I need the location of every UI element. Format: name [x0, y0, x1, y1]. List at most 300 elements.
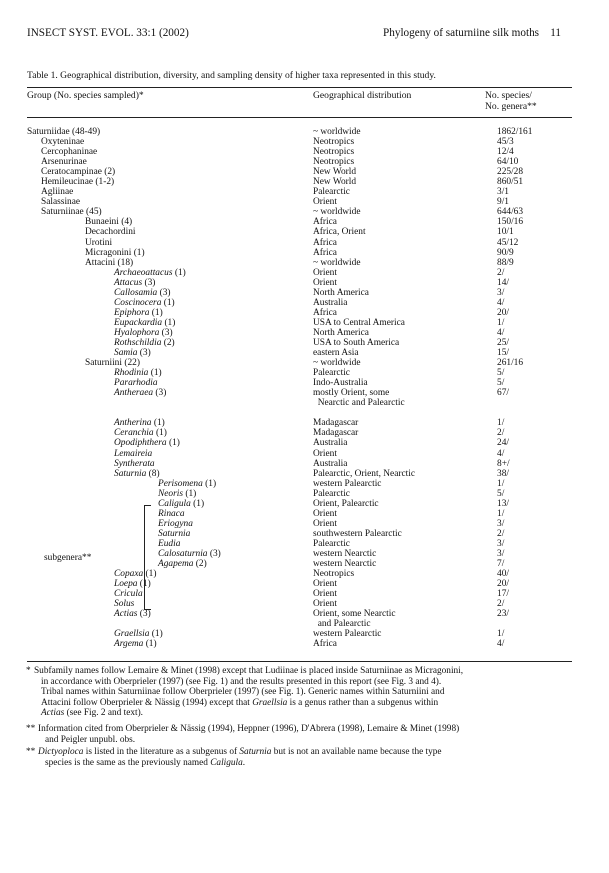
- species-genera-count: 3/1: [497, 187, 509, 198]
- species-genera-count: 2/: [497, 428, 505, 439]
- taxon-name: [85, 358, 140, 368]
- geo-distribution: southwestern Palearctic: [313, 528, 402, 539]
- table-row: [0, 469, 609, 479]
- taxon-label: Lemaireia: [114, 448, 153, 459]
- taxon-name: [158, 539, 180, 549]
- species-genera-count: 1/: [497, 418, 505, 429]
- taxon-name: [41, 157, 87, 167]
- footnote-line: Information cited from Oberprieler & Nässig (1994), Heppner (1996), D'Abrera (1998), Lemaire & Minet (1998): [38, 724, 460, 734]
- table-row: [0, 268, 609, 278]
- sample-count: (1): [151, 418, 165, 429]
- geo-distribution: eastern Asia: [313, 348, 359, 359]
- species-genera-count: 150/16: [497, 217, 524, 228]
- table-row: [0, 318, 609, 328]
- species-genera-count: 8+/: [497, 458, 510, 469]
- geo-distribution: Palearctic: [313, 488, 350, 499]
- geo-distribution: Orient: [313, 589, 337, 600]
- taxon-label: Ceranchia: [114, 428, 154, 439]
- table-row: [0, 157, 609, 167]
- taxon-name: [114, 298, 175, 308]
- footnote-line: Tribal names within Saturniinae follow Oberprieler (1997) (see Fig. 1). Generic names within Saturniini and: [41, 687, 445, 698]
- taxon-name: [114, 438, 180, 448]
- species-genera-count: 45/12: [497, 237, 519, 248]
- taxon-label: Argema: [114, 639, 144, 650]
- sample-count: (1): [161, 297, 175, 308]
- species-genera-count: 860/51: [497, 177, 524, 188]
- geo-distribution: ~ worldwide: [313, 127, 361, 137]
- table-header-rule: [27, 117, 572, 118]
- species-genera-count: 1/: [497, 508, 505, 519]
- taxon-label: Antherina: [114, 418, 152, 429]
- species-genera-count: 1862/161: [497, 127, 533, 137]
- sample-count: (1): [190, 498, 205, 509]
- taxon-label: Eriogyna: [158, 518, 193, 529]
- species-genera-count: 38/: [497, 468, 509, 479]
- table-row: [0, 217, 609, 227]
- species-genera-count: 2/: [497, 599, 505, 610]
- geo-distribution: Neotropics: [313, 137, 355, 148]
- geo-distribution: Nearctic and Palearctic: [313, 398, 405, 409]
- table-row: [0, 248, 609, 258]
- footnote-mark: **: [26, 724, 36, 734]
- sample-count: (2): [161, 337, 175, 348]
- taxon-label: Samia: [114, 348, 138, 359]
- table-row: [0, 137, 609, 147]
- taxon-label: Attacini (18): [85, 257, 134, 268]
- geo-distribution: Orient: [313, 508, 337, 519]
- geo-distribution: Orient: [313, 277, 337, 288]
- species-genera-count: 644/63: [497, 207, 524, 218]
- geo-distribution: western Nearctic: [313, 548, 377, 559]
- taxon-name: [41, 177, 114, 187]
- geo-distribution: Neotropics: [313, 147, 355, 158]
- table-row: [0, 579, 609, 589]
- taxon-label: Agapema: [158, 559, 194, 570]
- taxon-label: Syntherata: [114, 458, 155, 469]
- table-row: [0, 418, 609, 428]
- taxon-label: Opodiphthera: [114, 438, 167, 449]
- geo-distribution: mostly Orient, some: [313, 388, 390, 399]
- geo-distribution: Australia: [313, 297, 348, 308]
- table-bottom-rule: [27, 661, 572, 662]
- running-title: Phylogeny of saturniine silk moths: [383, 27, 540, 39]
- taxon-label: Solus: [114, 599, 135, 610]
- species-genera-count: 3/: [497, 287, 505, 298]
- species-genera-count: 23/: [497, 609, 509, 620]
- taxon-name: [114, 368, 162, 378]
- taxon-label: Micragonini (1): [85, 247, 145, 258]
- taxon-name: [27, 127, 100, 137]
- table-row: [0, 197, 609, 207]
- footnote: [26, 724, 574, 745]
- geo-distribution: ~ worldwide: [313, 207, 361, 218]
- taxon-label: Rhodinia: [114, 368, 149, 379]
- species-genera-count: 4/: [497, 639, 505, 650]
- species-genera-count: 10/1: [497, 227, 514, 238]
- species-genera-count: 1/: [497, 629, 505, 640]
- footnote-line: Actias (see Fig. 2 and text).: [41, 708, 143, 719]
- species-genera-count: 13/: [497, 498, 509, 509]
- species-genera-count: 20/: [497, 579, 509, 590]
- table-row: [0, 509, 609, 519]
- species-genera-count: 67/: [497, 388, 509, 399]
- taxon-name: [158, 509, 185, 519]
- table-row: [0, 609, 609, 619]
- species-genera-count: 4/: [497, 448, 505, 459]
- sample-count: (2): [193, 559, 207, 570]
- table-row: [0, 177, 609, 187]
- taxon-label: Rothschildia: [114, 337, 162, 348]
- table-row: [0, 167, 609, 177]
- table-row: [0, 187, 609, 197]
- taxon-label: Callosamia: [114, 287, 158, 298]
- species-genera-count: 20/: [497, 307, 509, 318]
- taxon-label: Arsenurinae: [41, 157, 87, 168]
- table-row: [0, 519, 609, 529]
- footnote-mark: *: [26, 666, 31, 676]
- taxon-label: Urotini: [85, 237, 113, 248]
- table-row: [0, 539, 609, 549]
- species-genera-count: 2/: [497, 267, 505, 278]
- geo-distribution: Orient, Palearctic: [313, 498, 379, 509]
- taxon-label: Eudia: [158, 538, 181, 549]
- taxon-name: [158, 529, 190, 539]
- column-header-num-2: No. genera**: [485, 101, 537, 112]
- table-row: [0, 238, 609, 248]
- table-row: [0, 358, 609, 368]
- table-row: [0, 348, 609, 358]
- species-genera-count: 88/9: [497, 257, 514, 268]
- table-row: [0, 639, 609, 649]
- footnote: [26, 666, 574, 719]
- taxon-name: [114, 378, 158, 388]
- species-genera-count: 24/: [497, 438, 509, 449]
- journal-header: INSECT SYST. EVOL. 33:1 (2002): [27, 27, 189, 39]
- table-row: [0, 127, 609, 137]
- geo-distribution: Africa, Orient: [313, 227, 366, 238]
- taxon-label: Attacus: [114, 277, 143, 288]
- geo-distribution: western Palearctic: [313, 629, 382, 640]
- species-genera-count: 261/16: [497, 358, 524, 369]
- taxon-label: Caligula: [158, 498, 191, 509]
- taxon-name: [114, 338, 175, 348]
- sample-count: (3): [159, 327, 173, 338]
- table-row: [0, 147, 609, 157]
- species-genera-count: 5/: [497, 378, 505, 389]
- taxon-label: Agliinae: [41, 187, 74, 198]
- taxon-name: [41, 167, 115, 177]
- taxon-label: Saturniidae (48-49): [27, 127, 101, 137]
- taxon-name: [114, 348, 151, 358]
- species-genera-count: 5/: [497, 488, 505, 499]
- table-row: [0, 398, 609, 408]
- table-top-rule: [27, 87, 572, 88]
- species-genera-count: 64/10: [497, 157, 519, 168]
- table-row: [0, 278, 609, 288]
- footnote-line: and Peigler unpubl. obs.: [45, 734, 136, 745]
- sample-count: (1): [202, 478, 217, 489]
- geo-distribution: Orient: [313, 579, 337, 590]
- taxon-name: [114, 609, 151, 619]
- sample-count: (3): [207, 548, 221, 559]
- table-row: [0, 378, 609, 388]
- table-row: [0, 529, 609, 539]
- species-genera-count: 1/: [497, 478, 505, 489]
- taxon-name: [114, 288, 171, 298]
- column-header-group: Group (No. species sampled)*: [27, 90, 144, 101]
- species-genera-count: 2/: [497, 528, 505, 539]
- geo-distribution: Orient: [313, 197, 337, 208]
- distribution-table: [0, 127, 609, 649]
- taxon-label: Cercophaninae: [41, 147, 98, 158]
- taxon-name: [114, 388, 166, 398]
- geo-distribution: Madagascar: [313, 418, 359, 429]
- geo-distribution: Indo-Australia: [313, 378, 368, 389]
- geo-distribution: Neotropics: [313, 157, 355, 168]
- table-row: [0, 599, 609, 609]
- taxon-name: [114, 328, 173, 338]
- footnote-mark: **: [26, 747, 36, 757]
- subgenera-bracket: [144, 505, 151, 610]
- table-row: [0, 408, 609, 418]
- table-row: [0, 308, 609, 318]
- taxon-label: Oxyteninae: [41, 137, 85, 148]
- geo-distribution: Orient: [313, 267, 337, 278]
- sample-count: (1): [166, 438, 180, 449]
- taxon-name: [114, 428, 167, 438]
- footnote-line: Subfamily names follow Lemaire & Minet (1998) except that Ludiinae is placed inside Saturniinae as Micragonini,: [34, 666, 464, 676]
- subgenera-label: subgenera**: [44, 553, 92, 563]
- species-genera-count: 7/: [497, 559, 505, 570]
- geo-distribution: Orient: [313, 599, 337, 610]
- sample-count: (1): [149, 629, 163, 640]
- footnote-line: Attacini follow Oberprieler & Nässig (1994) except that Graellsia is a genus rather than a subgenus within: [41, 697, 439, 708]
- taxon-label: Calosaturnia: [158, 548, 208, 559]
- sample-count: (8): [146, 468, 160, 479]
- taxon-label: Perisomena: [158, 478, 203, 489]
- taxon-label: Graellsia: [114, 629, 150, 640]
- page-number: 11: [550, 27, 561, 39]
- taxon-label: Eupackardia: [114, 317, 163, 328]
- taxon-label: Loepa: [114, 579, 138, 590]
- geo-distribution: North America: [313, 287, 369, 298]
- column-header-num-1: No. species/: [485, 90, 532, 101]
- sample-count: (1): [172, 267, 186, 278]
- table-row: [0, 619, 609, 629]
- taxon-name: [114, 459, 155, 469]
- taxon-label: Cricula: [114, 589, 143, 600]
- sample-count: (1): [153, 428, 167, 439]
- geo-distribution: and Palearctic: [313, 619, 371, 630]
- taxon-label: Rinaca: [158, 508, 185, 519]
- taxon-label: Bunaeini (4): [85, 217, 133, 228]
- sample-count: (3): [137, 348, 151, 359]
- taxon-name: [85, 248, 145, 258]
- species-genera-count: 3/: [497, 538, 505, 549]
- species-genera-count: 4/: [497, 327, 505, 338]
- geo-distribution: USA to South America: [313, 337, 400, 348]
- species-genera-count: 12/4: [497, 147, 514, 158]
- taxon-name: [114, 469, 160, 479]
- species-genera-count: 90/9: [497, 247, 514, 258]
- table-row: [0, 298, 609, 308]
- taxon-name: [114, 308, 163, 318]
- table-row: [0, 368, 609, 378]
- taxon-name: [114, 418, 165, 428]
- taxon-name: [41, 147, 97, 157]
- geo-distribution: USA to Central America: [313, 317, 405, 328]
- table-row: [0, 388, 609, 398]
- geo-distribution: Orient: [313, 518, 337, 529]
- geo-distribution: western Nearctic: [313, 559, 377, 570]
- table-row: [0, 227, 609, 237]
- taxon-name: [114, 318, 175, 328]
- taxon-name: [41, 207, 102, 217]
- geo-distribution: Palearctic: [313, 538, 350, 549]
- taxon-name: [158, 519, 193, 529]
- taxon-label: Pararhodia: [114, 378, 158, 389]
- taxon-name: [158, 499, 204, 509]
- species-genera-count: 4/: [497, 297, 505, 308]
- table-caption: Table 1. Geographical distribution, diversity, and sampling density of higher taxa represented in this study.: [27, 70, 436, 81]
- sample-count: (3): [142, 277, 156, 288]
- species-genera-count: 9/1: [497, 197, 509, 208]
- sample-count: (1): [183, 488, 197, 499]
- sample-count: (3): [137, 609, 151, 620]
- taxon-label: Antheraea: [114, 388, 154, 399]
- taxon-name: [158, 489, 196, 499]
- taxon-label: Archaeoattacus: [114, 267, 173, 278]
- sample-count: (1): [149, 307, 163, 318]
- footnote-line: Dictyoploca is listed in the literature as a subgenus of Saturnia but is not an available name because the type: [38, 747, 442, 757]
- species-genera-count: 25/: [497, 337, 509, 348]
- table-row: [0, 328, 609, 338]
- taxon-name: [85, 238, 112, 248]
- geo-distribution: Palearctic, Orient, Nearctic: [313, 468, 416, 479]
- taxon-name: [158, 479, 216, 489]
- geo-distribution: Africa: [313, 247, 337, 258]
- species-genera-count: 1/: [497, 317, 505, 328]
- geo-distribution: Madagascar: [313, 428, 359, 439]
- table-row: [0, 288, 609, 298]
- table-row: [0, 499, 609, 509]
- sample-count: (1): [143, 569, 157, 580]
- geo-distribution: Australia: [313, 438, 348, 449]
- table-row: [0, 569, 609, 579]
- taxon-label: Decachordini: [85, 227, 136, 238]
- taxon-name: [85, 217, 132, 227]
- geo-distribution: Palearctic: [313, 368, 350, 379]
- geo-distribution: Africa: [313, 217, 337, 228]
- geo-distribution: Orient, some Nearctic: [313, 609, 396, 620]
- geo-distribution: Neotropics: [313, 569, 355, 580]
- taxon-name: [85, 227, 136, 237]
- taxon-label: Coscinocera: [114, 297, 162, 308]
- table-row: [0, 258, 609, 268]
- taxon-label: Epiphora: [114, 307, 150, 318]
- species-genera-count: 3/: [497, 518, 505, 529]
- geo-distribution: Australia: [313, 458, 348, 469]
- species-genera-count: 14/: [497, 277, 509, 288]
- species-genera-count: 45/3: [497, 137, 514, 148]
- taxon-label: Saturniinae (45): [41, 207, 102, 218]
- taxon-label: Salassinae: [41, 197, 81, 208]
- footnote: [26, 747, 574, 768]
- taxon-name: [158, 549, 221, 559]
- taxon-name: [114, 639, 157, 649]
- taxon-name: [114, 629, 163, 639]
- sample-count: (3): [153, 388, 167, 399]
- sample-count: (1): [162, 317, 176, 328]
- species-genera-count: 5/: [497, 368, 505, 379]
- taxon-name: [114, 268, 186, 278]
- taxon-name: [114, 278, 155, 288]
- taxon-label: Saturniini (22): [85, 358, 140, 369]
- geo-distribution: Africa: [313, 307, 337, 318]
- taxon-name: [41, 187, 73, 197]
- species-genera-count: 17/: [497, 589, 509, 600]
- table-row: [0, 338, 609, 348]
- geo-distribution: western Palearctic: [313, 478, 382, 489]
- table-row: [0, 449, 609, 459]
- geo-distribution: Palearctic: [313, 187, 350, 198]
- taxon-label: Hemileucinae (1-2): [41, 177, 115, 188]
- table-row: [0, 489, 609, 499]
- table-row: [0, 589, 609, 599]
- column-header-geo: Geographical distribution: [313, 90, 412, 101]
- taxon-name: [41, 197, 80, 207]
- taxon-label: Copaxa: [114, 569, 144, 580]
- footnote-line: in accordance with Oberprieler (1997) (see Fig. 1) and the results presented in this report (see Fig. 3 and 4).: [41, 676, 442, 687]
- table-row: [0, 459, 609, 469]
- sample-count: (3): [157, 287, 171, 298]
- geo-distribution: Orient: [313, 448, 337, 459]
- taxon-name: [114, 589, 143, 599]
- taxon-label: Hyalophora: [114, 327, 160, 338]
- geo-distribution: ~ worldwide: [313, 257, 361, 268]
- table-row: [0, 207, 609, 217]
- running-header: [383, 27, 561, 39]
- species-genera-count: 3/: [497, 548, 505, 559]
- table-row: [0, 438, 609, 448]
- species-genera-count: 15/: [497, 348, 509, 359]
- taxon-name: [41, 137, 84, 147]
- taxon-label: Ceratocampinae (2): [41, 167, 116, 178]
- taxon-label: Neoris: [158, 488, 184, 499]
- table-row: [0, 428, 609, 438]
- geo-distribution: ~ worldwide: [313, 358, 361, 369]
- geo-distribution: Africa: [313, 639, 337, 650]
- taxon-name: [114, 599, 134, 609]
- geo-distribution: North America: [313, 327, 369, 338]
- table-row: [0, 479, 609, 489]
- species-genera-count: 40/: [497, 569, 509, 580]
- taxon-label: Saturnia: [114, 468, 147, 479]
- taxon-name: [114, 449, 152, 459]
- taxon-name: [158, 559, 207, 569]
- sample-count: (1): [148, 368, 162, 379]
- sample-count: (1): [137, 579, 151, 590]
- geo-distribution: New World: [313, 167, 357, 178]
- geo-distribution: New World: [313, 177, 357, 188]
- footnote-line: species is the same as the previously named Caligula.: [45, 757, 246, 768]
- taxon-label: Actias: [114, 609, 138, 620]
- taxon-name: [85, 258, 133, 268]
- taxon-label: Saturnia: [158, 528, 191, 539]
- species-genera-count: 225/28: [497, 167, 524, 178]
- sample-count: (1): [143, 639, 157, 650]
- geo-distribution: Africa: [313, 237, 337, 248]
